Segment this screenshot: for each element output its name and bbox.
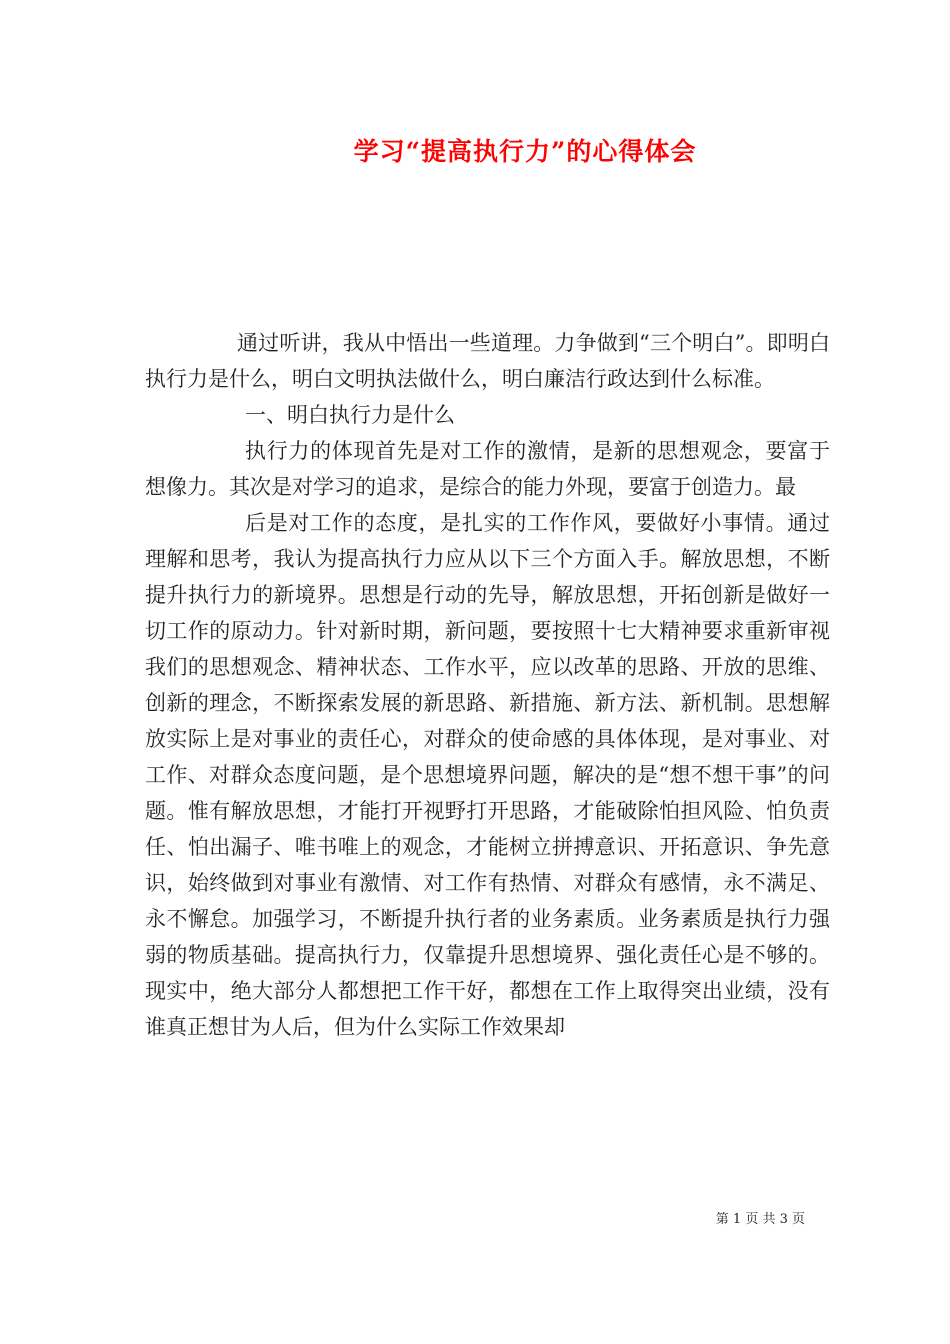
page-number: 第 1 页 共 3 页 [715,1212,805,1227]
document-title: 学习“提高执行力”的心得体会 [353,137,697,166]
paragraph-main: 后是对工作的态度，是扎实的工作作风，要做好小事情。通过理解和思考，我认为提高执行力应从以下三个方面入手。解放思想，不断提升执行力的新境界。思想是行动的先导，解放思想，开拓创新是做好一切工作的原动力。针对新时期，新问题，要按照十七大精神要求重新审视我们的思想观念、精神状态、工作水平，应以改革的思路、开放的思维、创新的理念，不断探索发展的新思路、新措施、新方法、新机制。思想解放实际上是对事业的责任心，对群众的使命感的具体体现，是对事业、对工作、对群众态度问题，是个思想境界问题，解决的是“想不想干事”的问题。惟有解放思想，才能打开视野打开思路，才能破除怕担风险、怕负责任、怕出漏子、唯书唯上的观念，才能树立拼搏意识、开拓意识、争先意识，始终做到对事业有激情、对工作有热情、对群众有感情，永不满足、永不懈怠。加强学习，不断提升执行者的业务素质。业务素质是执行力强弱的物质基础。提高执行力，仅靠提升思想境界、强化责任心是不够的。现实中，绝大部分人都想把工作干好，都想在工作上取得突出业绩，没有谁真正想甘为人后，但为什么实际工作效果却 [145,511,830,1039]
paragraph-intro: 通过听讲，我从中悟出一些道理。力争做到“三个明白”。即明白执行力是什么，明白文明执法做什么，明白廉洁行政达到什么标准。 [145,331,830,391]
section-heading: 一、明白执行力是什么 [245,403,455,427]
paragraph-executive-power: 执行力的体现首先是对工作的激情，是新的思想观念，要富于想像力。其次是对学习的追求，是综合的能力外现，要富于创造力。最 [145,439,830,499]
document-body [145,325,830,1045]
